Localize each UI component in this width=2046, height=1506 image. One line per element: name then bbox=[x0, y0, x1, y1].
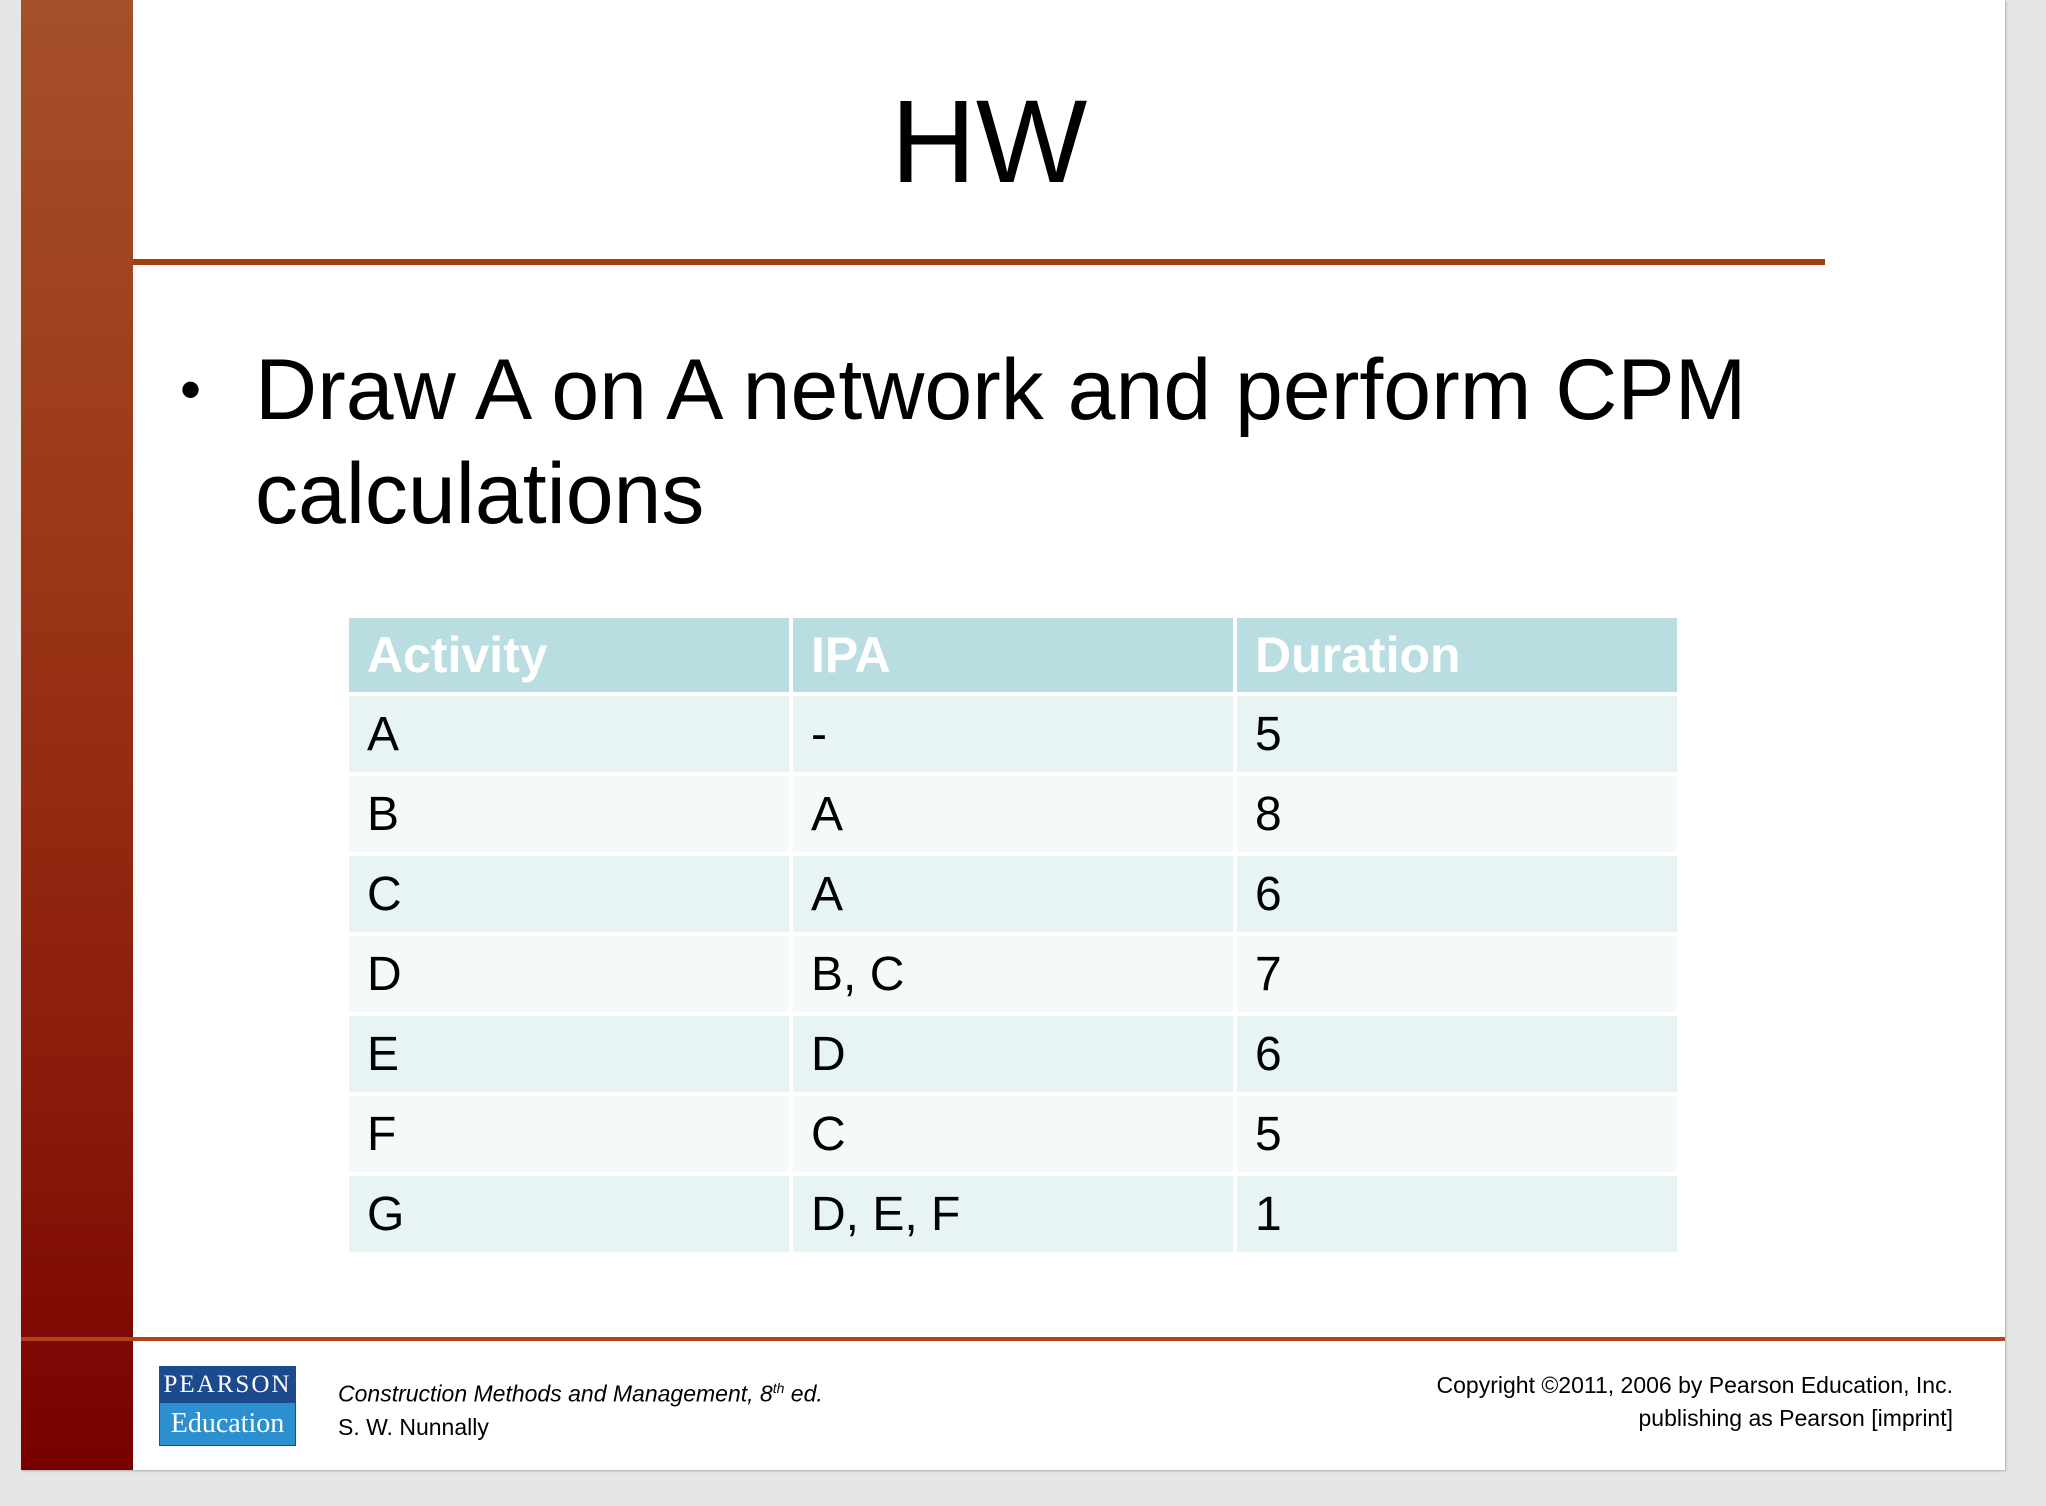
table-row bbox=[349, 856, 1677, 932]
table-row bbox=[349, 696, 1677, 772]
cell-duration: 1 bbox=[1237, 1176, 1677, 1252]
cell-duration: 5 bbox=[1237, 696, 1677, 772]
cell-activity: D bbox=[349, 936, 789, 1012]
table-row bbox=[349, 1016, 1677, 1092]
cell-duration: 8 bbox=[1237, 776, 1677, 852]
table-header-row bbox=[349, 618, 1677, 692]
cell-ipa: B, C bbox=[793, 936, 1233, 1012]
cell-duration: 6 bbox=[1237, 856, 1677, 932]
cell-activity: G bbox=[349, 1176, 789, 1252]
cell-activity: B bbox=[349, 776, 789, 852]
activity-table bbox=[345, 614, 1681, 1256]
bullet-dot-icon: • bbox=[180, 356, 202, 423]
cell-ipa: - bbox=[793, 696, 1233, 772]
title-underline bbox=[133, 259, 1825, 265]
publisher-line: publishing as Pearson [imprint] bbox=[1638, 1405, 1953, 1431]
cell-ipa: D, E, F bbox=[793, 1176, 1233, 1252]
cell-ipa: A bbox=[793, 856, 1233, 932]
footer-book-info bbox=[338, 1372, 823, 1444]
book-title bbox=[338, 1372, 823, 1411]
cell-activity: E bbox=[349, 1016, 789, 1092]
cell-duration: 6 bbox=[1237, 1016, 1677, 1092]
pearson-logo bbox=[159, 1366, 296, 1446]
edition-superscript: th bbox=[772, 1380, 785, 1396]
cell-activity: C bbox=[349, 856, 789, 932]
book-title-text: Construction Methods and Management, 8 bbox=[338, 1380, 773, 1407]
cell-ipa: C bbox=[793, 1096, 1233, 1172]
bullet-text: Draw A on A network and perform CPM calculations bbox=[255, 342, 1747, 542]
copyright-line: Copyright ©2011, 2006 by Pearson Education, Inc. bbox=[1436, 1372, 1953, 1398]
table-row bbox=[349, 1096, 1677, 1172]
header-activity: Activity bbox=[349, 618, 789, 692]
table-row bbox=[349, 936, 1677, 1012]
logo-wordmark-top: PEARSON bbox=[160, 1367, 295, 1403]
footer-divider bbox=[21, 1337, 2005, 1341]
edition-suffix: ed. bbox=[784, 1380, 823, 1407]
cell-duration: 5 bbox=[1237, 1096, 1677, 1172]
slide-title: HW bbox=[890, 76, 1088, 208]
cell-ipa: A bbox=[793, 776, 1233, 852]
cell-ipa: D bbox=[793, 1016, 1233, 1092]
table-row bbox=[349, 1176, 1677, 1252]
logo-wordmark-bottom: Education bbox=[160, 1403, 295, 1445]
side-accent-bar bbox=[21, 0, 133, 1470]
cell-activity: F bbox=[349, 1096, 789, 1172]
header-ipa: IPA bbox=[793, 618, 1233, 692]
slide bbox=[21, 0, 2005, 1470]
cell-activity: A bbox=[349, 696, 789, 772]
table-row bbox=[349, 776, 1677, 852]
header-duration: Duration bbox=[1237, 618, 1677, 692]
cell-duration: 7 bbox=[1237, 936, 1677, 1012]
footer-copyright bbox=[1437, 1369, 1953, 1435]
author: S. W. Nunnally bbox=[338, 1413, 489, 1440]
